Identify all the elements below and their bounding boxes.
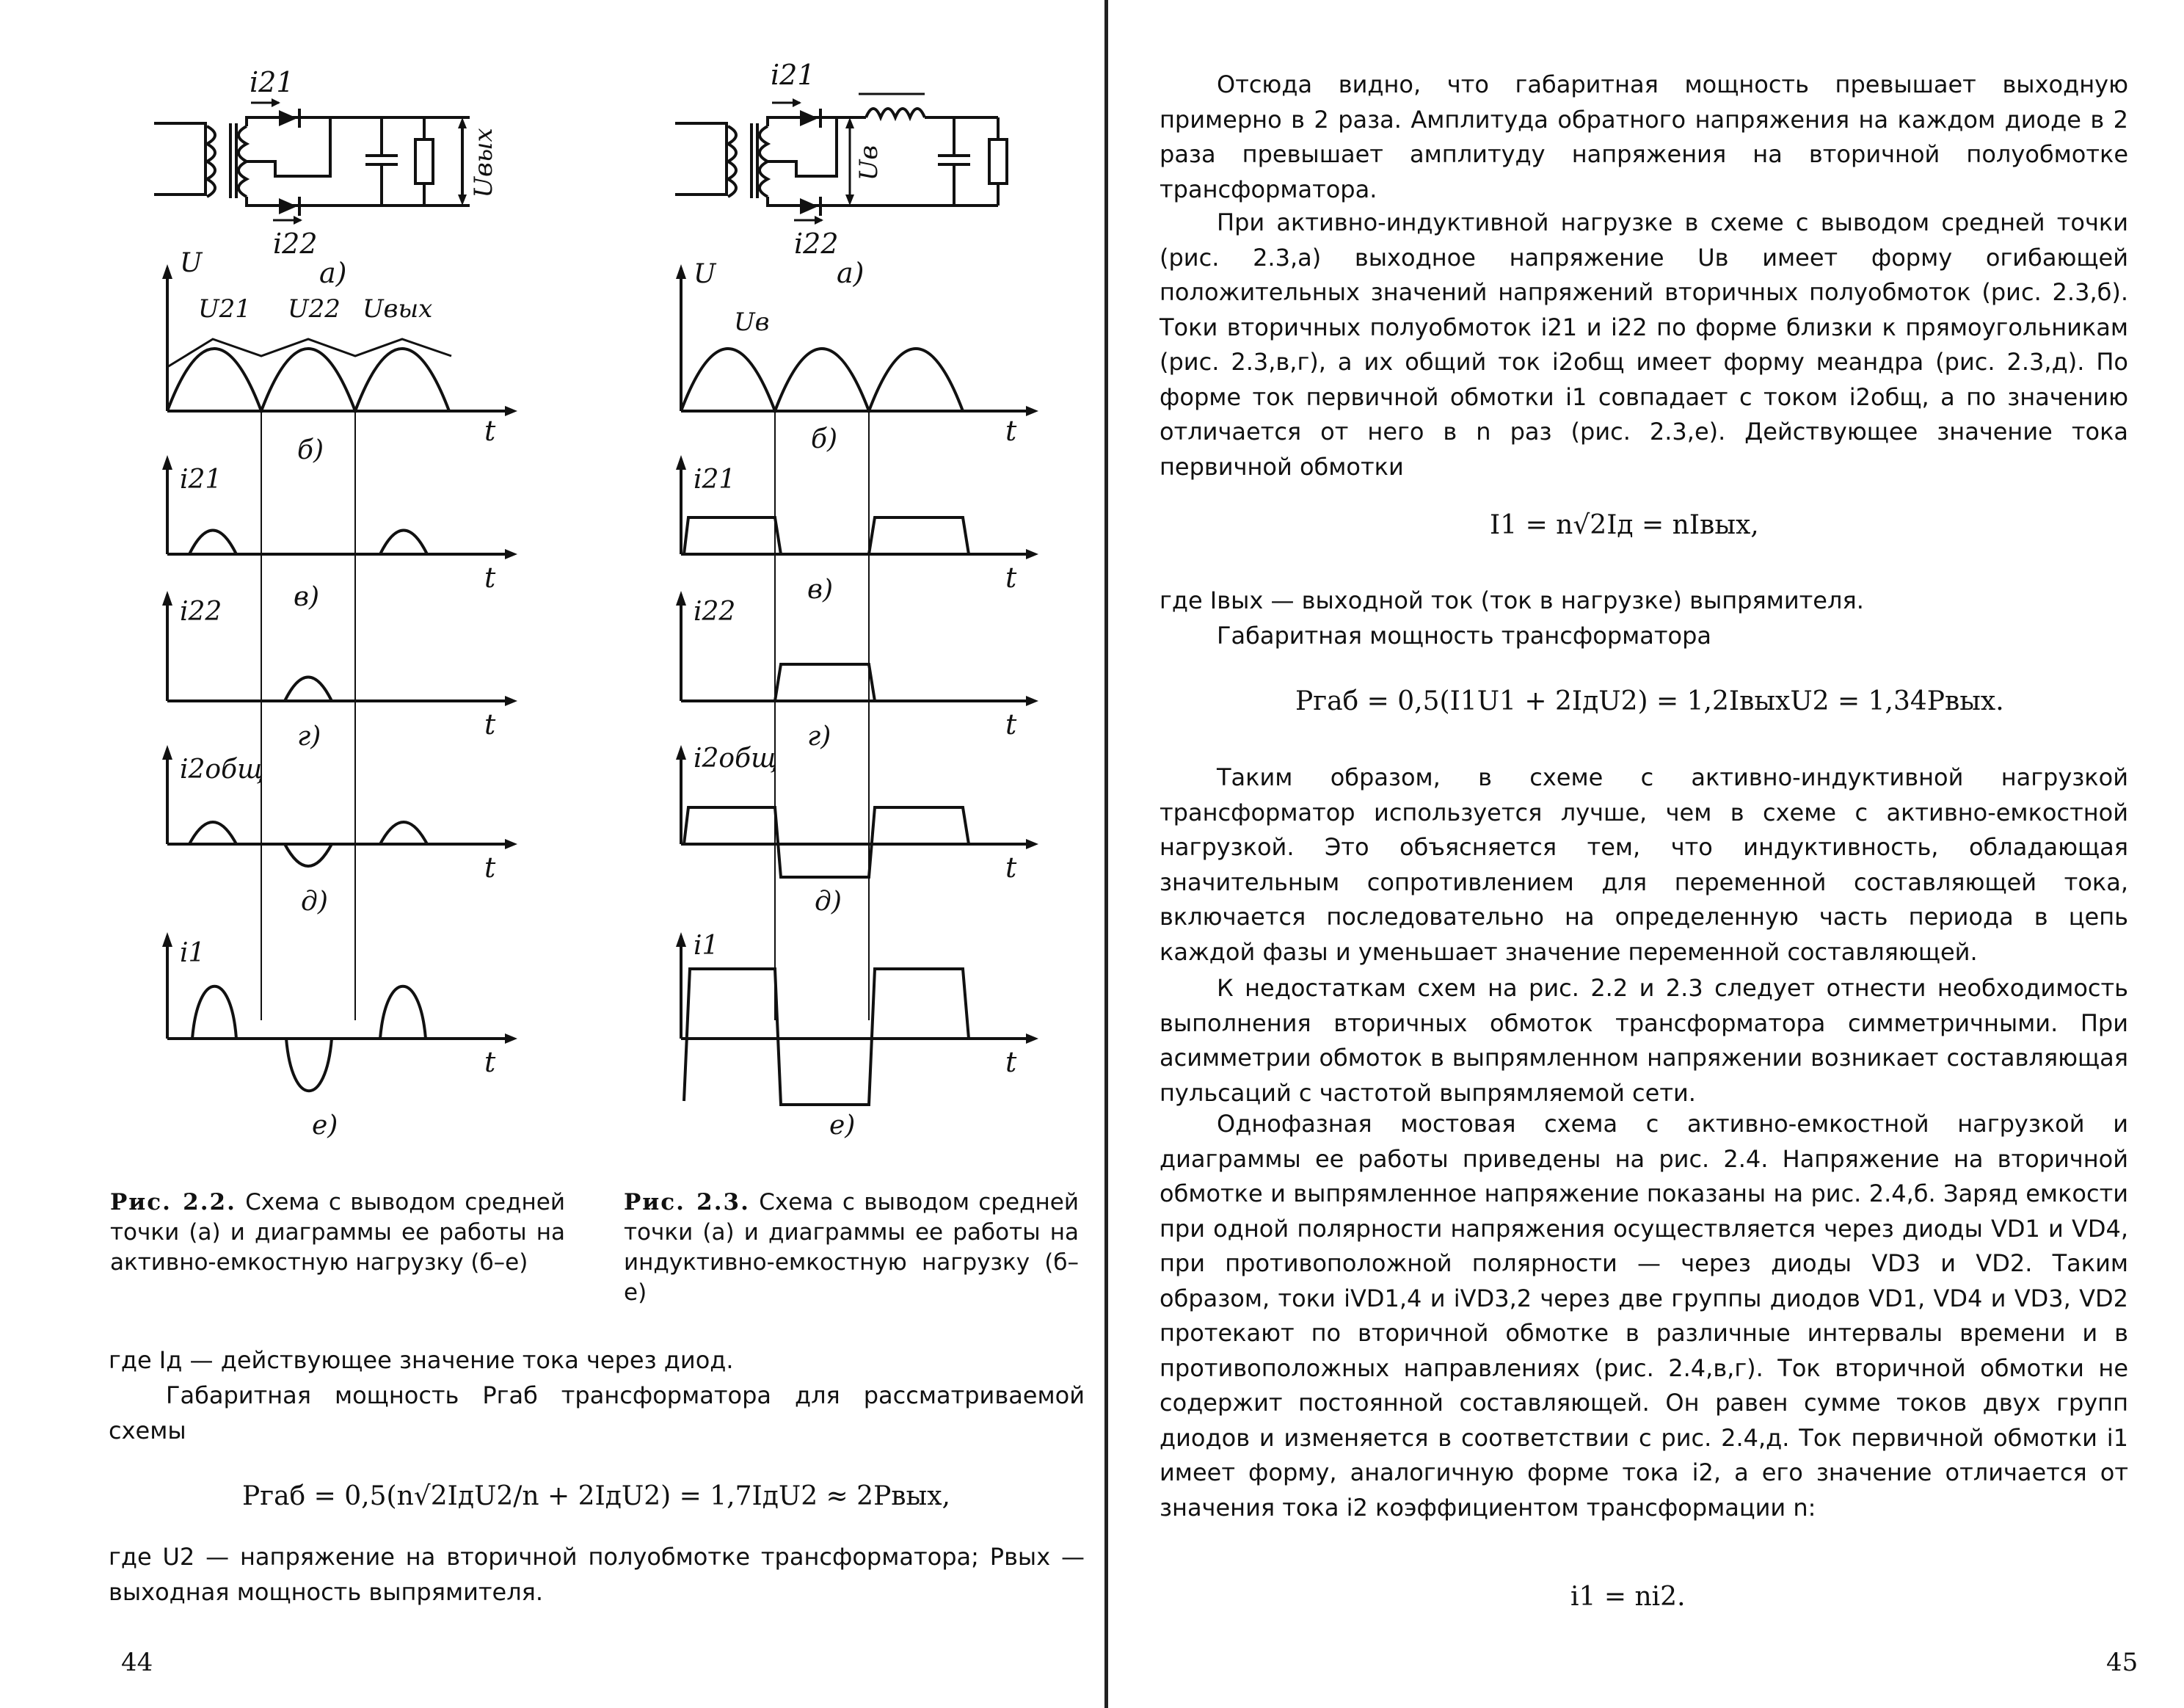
caption-text: Схема с выводом средней точки (а) и диаграммы ее работы на активно-емкостную нагрузку (б–е) [110, 1189, 565, 1276]
figure-2-2 [0, 0, 558, 1145]
label-d: д) [815, 887, 842, 917]
axis-i22: i22 [180, 597, 222, 627]
label-e: е) [829, 1111, 856, 1141]
label-i21: i21 [771, 59, 815, 91]
label-b: б) [811, 424, 838, 454]
formula-pgab: Pгаб = 0,5(n√2IдU2/n + 2IдU2) = 1,7IдU2 ≈ 2Pвых, [242, 1481, 950, 1511]
axis-i21: i21 [694, 465, 736, 495]
axis-i2ob: i2общ [694, 744, 778, 774]
paragraph: Отсюда видно, что габаритная мощность превышает выходную примерно в 2 раза. Амплитуда обратного напряжения на каждом диоде в 2 раза превышает амплитуду напряжения на вторичной полуобмотке трансформатора. [1160, 70, 2128, 203]
caption-fig-2-2 [110, 1188, 565, 1278]
axis-i1: i1 [180, 938, 205, 968]
axis-t: t [1005, 851, 1017, 884]
paragraph: Однофазная мостовая схема с активно-емкостной нагрузкой и диаграммы ее работы приведены на рис. 2.4. Напряжение на вторичной обмотке и выпрямленное напряжение показаны на рис. 2.4,б. Заряд емкости при одной полярности напряжения осуществляется через диоды VD1 и VD4, при противоположной полярности — через диоды VD3 и VD2. Таким образом, токи iVD1,4 и iVD3,2 через две группы диодов VD1, VD4 и VD3, VD2 протекают по вторичной обмотке в различные интервалы времени и в противоположных направлениях (рис. 2.4,в,г). Ток вторичной обмотки не содержит постоянной составляющей. Он равен сумме токов двух групп диодов и изменяется в соответствии с рис. 2.4,д. Ток первичной обмотки i1 имеет форму, аналогичную форме тока i2, а его значение отличается от значения тока i2 коэффициентом трансформации n: [1160, 1110, 2129, 1522]
axis-U: U [180, 248, 203, 278]
label-uout: Uвых [469, 128, 498, 198]
axis-t: t [484, 1046, 496, 1078]
label-uvyx: Uвых [363, 294, 433, 324]
axis-t: t [484, 851, 496, 884]
axis-U: U [694, 259, 716, 289]
label-v: в) [807, 575, 833, 605]
label-diagram-a: а) [837, 257, 864, 289]
label-diagram-a: а) [319, 257, 347, 289]
axis-t: t [1005, 562, 1017, 594]
formula-pgab: Pгаб = 0,5(I1U1 + 2IдU2) = 1,2IвыхU2 = 1,34Pвых. [1295, 686, 2004, 716]
label-u22: U22 [288, 294, 341, 324]
axis-t: t [1005, 415, 1017, 447]
axis-i21: i21 [180, 465, 222, 495]
caption-fig-2-3 [624, 1188, 1079, 1308]
paragraph: где Iвых — выходной ток (ток в нагрузке) выпрямителя. [1160, 586, 1864, 614]
formula-i1-ni2: i1 = ni2. [1570, 1582, 1686, 1612]
label-i21: i21 [250, 66, 294, 98]
paragraph: К недостаткам схем на рис. 2.2 и 2.3 следует отнести необходимость выполнения вторичных обмоток трансформатора симметричными. При асимметрии обмоток в выпрямленном напряжении возникает составляющая пульсаций с частотой выпрямляемой сети. [1160, 974, 2128, 1107]
axis-t: t [484, 708, 496, 741]
paragraph: Габаритная мощность Pгаб трансформатора для рассматриваемой схемы [109, 1381, 1085, 1444]
label-e: е) [312, 1111, 338, 1141]
label-g: г) [807, 722, 831, 752]
label-u21: U21 [198, 294, 251, 324]
formula-i1: I1 = n√2Iд = nIвых, [1490, 510, 1759, 540]
label-i22: i22 [273, 228, 318, 260]
paragraph: Габаритная мощность трансформатора [1217, 622, 1712, 650]
label-uv: Uв [854, 145, 884, 181]
axis-i22: i22 [694, 597, 736, 627]
label-i22: i22 [794, 228, 839, 260]
label-g: г) [297, 722, 321, 752]
axis-i2ob: i2общ [180, 755, 264, 785]
axis-t: t [484, 415, 496, 447]
caption-text: Схема с выводом средней точки (а) и диаграммы ее работы на индуктивно-емкостную нагрузку (б–е) [624, 1189, 1079, 1306]
axis-t: t [1005, 708, 1017, 741]
paragraph: где Iд — действующее значение тока через диод. [109, 1346, 734, 1374]
page-number: 44 [121, 1648, 153, 1677]
axis-i1: i1 [694, 931, 719, 961]
right-page [1108, 0, 2184, 1708]
caption-title: Рис. 2.3. [624, 1189, 750, 1215]
paragraph: где U2 — напряжение на вторичной полуобмотке трансформатора; Pвых — выходная мощность выпрямителя. [109, 1543, 1085, 1606]
page-number: 45 [2106, 1648, 2138, 1677]
axis-t: t [1005, 1046, 1017, 1078]
paragraph: Таким образом, в схеме с активно-индуктивной нагрузкой трансформатор используется лучше, чем в схеме с активно-емкостной нагрузкой. Это объясняется тем, что индуктивность, обладающая значительным сопротивлением для переменной составляющей тока, включается последовательно на определенную часть периода в цепь каждой фазы и уменьшает значение переменной составляющей. [1160, 763, 2128, 966]
figure-2-3 [514, 0, 1086, 1145]
paragraph: При активно-индуктивной нагрузке в схеме с выводом средней точки (рис. 2.3,а) выходное напряжение Uв имеет форму огибающей положительных значений напряжений вторичных полуобмоток (рис. 2.3,б). Токи вторичных полуобмоток i21 и i22 по форме близки к прямоугольникам (рис. 2.3,в,г), а их общий ток i2общ имеет форму меандра (рис. 2.3,д). По форме ток первичной обмотки i1 совпадает с током i2общ, а по значению отличается от него в n раз (рис. 2.3,е). Действующее значение тока первичной обмотки [1160, 208, 2128, 481]
label-b: б) [297, 435, 324, 465]
caption-title: Рис. 2.2. [110, 1189, 236, 1215]
label-d: д) [301, 887, 328, 917]
label-v: в) [294, 582, 319, 612]
label-uv-wave: Uв [734, 308, 770, 337]
axis-t: t [484, 562, 496, 594]
